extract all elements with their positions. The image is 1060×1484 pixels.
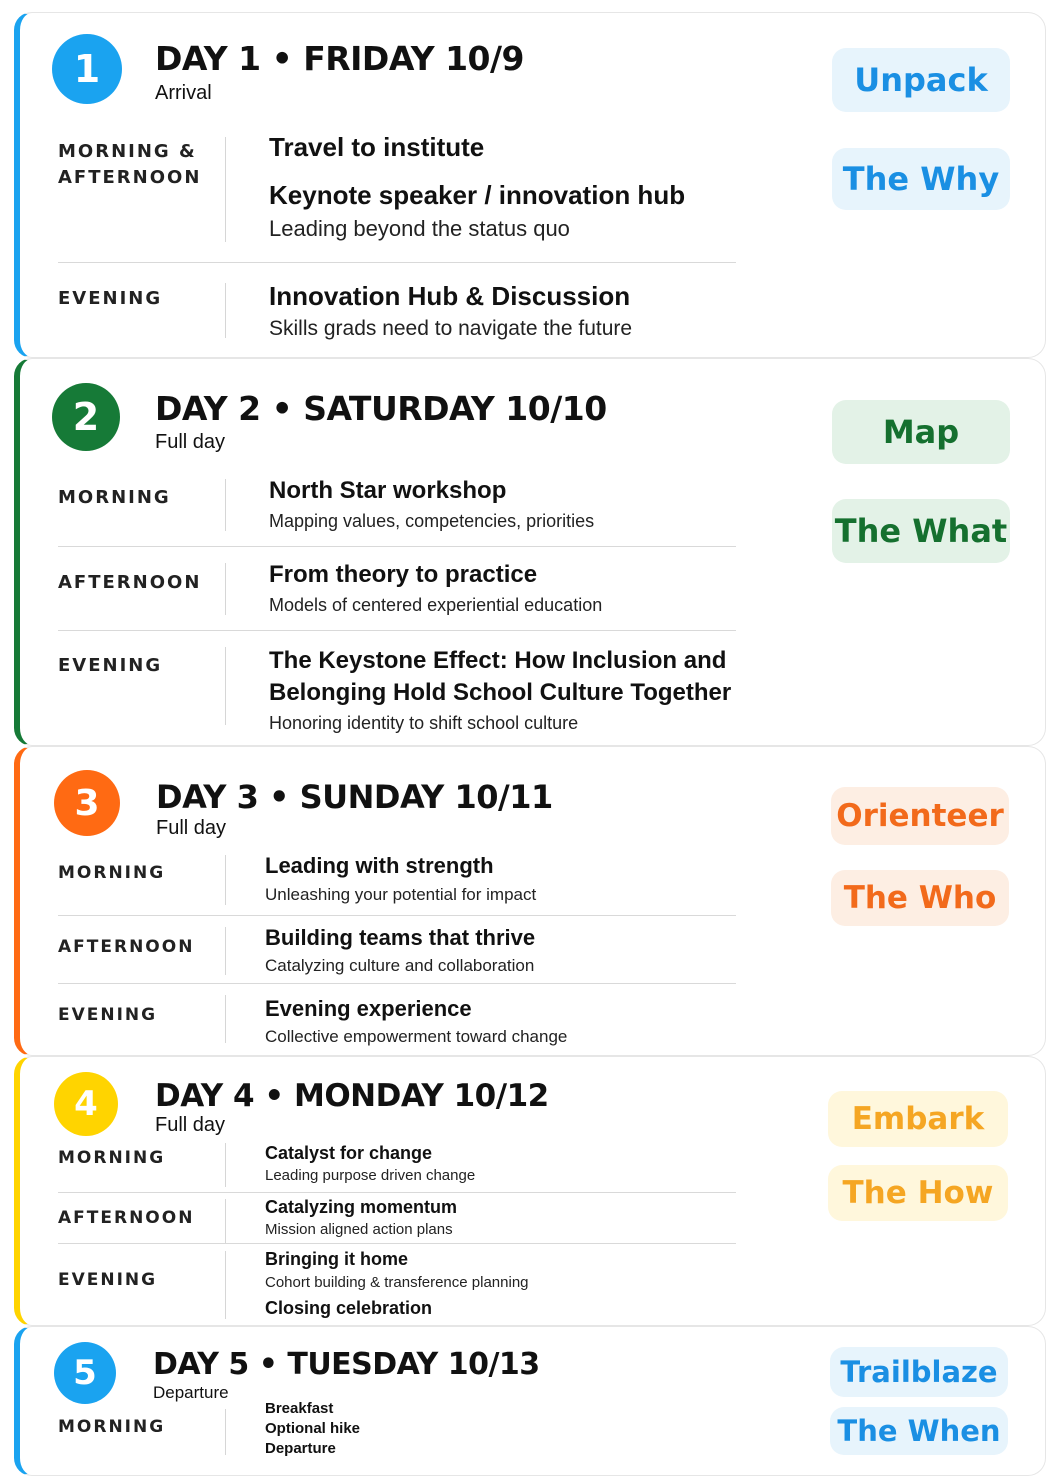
activity-description: Skills grads need to navigate the future (269, 317, 633, 340)
slot-divider (225, 1199, 226, 1243)
tag-orienteer: Orienteer (831, 787, 1009, 845)
day-title: DAY 2 • SATURDAY 10/10 (155, 389, 607, 428)
slot-label-evening: EVENING (58, 1270, 158, 1290)
day-number-badge: 1 (52, 34, 122, 104)
slot-label-evening: EVENING (58, 1005, 158, 1025)
tag-the-what: The What (832, 499, 1010, 563)
activity-title: Closing celebration (265, 1298, 433, 1318)
slot-label-morning: MORNING (58, 1417, 166, 1437)
row-divider (58, 262, 736, 263)
activity-title: Travel to institute (269, 132, 485, 162)
activity-title: North Star workshop (269, 477, 507, 504)
tag-the-who: The Who (831, 870, 1009, 926)
activity-description: Mapping values, competencies, priorities (269, 511, 595, 531)
activity-description: Models of centered experiential education (269, 595, 603, 615)
slot-divider (225, 927, 226, 975)
activity-description: Cohort building & transference planning (265, 1274, 529, 1291)
day-card-5 (14, 1326, 1046, 1476)
day-title: DAY 3 • SUNDAY 10/11 (156, 778, 553, 816)
tag-unpack: Unpack (832, 48, 1010, 112)
slot-label-afternoon: AFTERNOON (58, 572, 202, 593)
activity-description: Collective empowerment toward change (265, 1027, 568, 1046)
day-title: DAY 4 • MONDAY 10/12 (155, 1078, 549, 1114)
day-card-3 (14, 746, 1046, 1056)
activity-title: Keynote speaker / innovation hub (269, 180, 686, 210)
day-card-1 (14, 12, 1046, 358)
slot-divider (225, 1409, 226, 1455)
day-subtitle: Full day (155, 431, 226, 453)
activity-title: Catalyst for change (265, 1143, 433, 1163)
tag-the-why: The Why (832, 148, 1010, 210)
slot-label-morning-afternoon: MORNING & AFTERNOON (58, 141, 202, 188)
slot-label-afternoon: AFTERNOON (58, 1208, 195, 1228)
tag-embark: Embark (828, 1091, 1008, 1147)
slot-label-evening: EVENING (58, 655, 163, 676)
tag-trailblaze: Trailblaze (830, 1347, 1008, 1397)
activity-description: Honoring identity to shift school culture (269, 713, 579, 733)
slot-label-evening: EVENING (58, 288, 163, 309)
slot-label-morning: MORNING (58, 863, 166, 883)
tag-map: Map (832, 400, 1010, 464)
tag-the-when: The When (830, 1407, 1008, 1455)
day-title: DAY 1 • FRIDAY 10/9 (155, 39, 525, 78)
activity-title: Innovation Hub & Discussion (269, 281, 631, 311)
activity-title: From theory to practice (269, 561, 538, 588)
day-title: DAY 5 • TUESDAY 10/13 (153, 1347, 540, 1382)
slot-label-morning: MORNING (58, 487, 171, 508)
slot-divider (225, 995, 226, 1043)
day-subtitle: Full day (156, 817, 227, 839)
day-subtitle: Full day (155, 1114, 226, 1136)
activity-title: Leading with strength (265, 853, 494, 878)
activity-title: Evening experience (265, 996, 472, 1021)
tag-the-how: The How (828, 1165, 1008, 1221)
slot-divider (225, 855, 226, 905)
slot-label-afternoon: AFTERNOON (58, 937, 195, 957)
activity-title: Optional hike (265, 1420, 361, 1437)
activity-title: Building teams that thrive (265, 925, 536, 950)
slot-divider (225, 1143, 226, 1187)
row-divider (58, 1243, 736, 1244)
row-divider (58, 630, 736, 631)
activity-title: Bringing it home (265, 1249, 408, 1269)
day-number-badge: 3 (54, 770, 120, 836)
activity-title: The Keystone Effect: How Inclusion and Belonging Hold School Culture Together (269, 647, 732, 706)
day-subtitle: Departure (153, 1383, 229, 1402)
row-divider (58, 546, 736, 547)
activity-description: Leading purpose driven change (265, 1167, 476, 1184)
activity-title: Departure (265, 1440, 336, 1457)
row-divider (58, 983, 736, 984)
day-number-badge: 2 (52, 383, 120, 451)
day-subtitle: Arrival (155, 82, 212, 104)
slot-label-morning: MORNING (58, 1148, 166, 1168)
activity-description: Catalyzing culture and collaboration (265, 956, 535, 975)
row-divider (58, 915, 736, 916)
slot-divider (225, 563, 226, 615)
slot-divider (225, 283, 226, 338)
activity-title: Catalyzing momentum (265, 1197, 458, 1217)
day-number-badge: 5 (54, 1342, 116, 1404)
slot-divider (225, 479, 226, 531)
slot-divider (225, 1251, 226, 1319)
day-number-badge: 4 (54, 1072, 118, 1136)
slot-divider (225, 647, 226, 725)
activity-title: Breakfast (265, 1400, 334, 1417)
day-card-2 (14, 358, 1046, 746)
day-card-4 (14, 1056, 1046, 1326)
activity-description: Mission aligned action plans (265, 1221, 453, 1238)
activity-description: Leading beyond the status quo (269, 216, 570, 241)
slot-divider (225, 137, 226, 242)
activity-description: Unleashing your potential for impact (265, 885, 537, 904)
row-divider (58, 1192, 736, 1193)
